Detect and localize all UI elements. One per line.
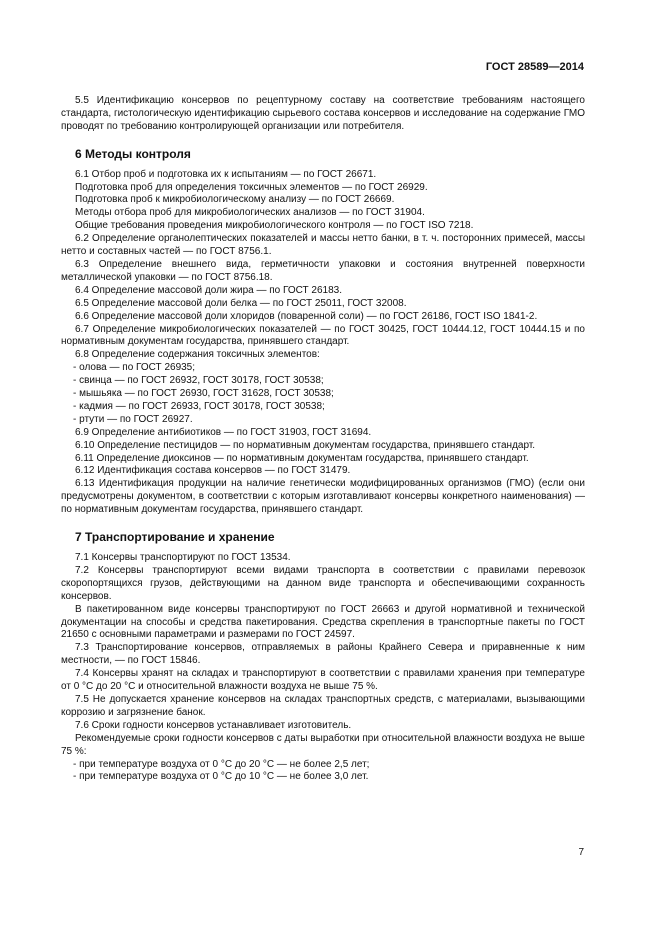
paragraph: 6.4 Определение массовой доли жира — по ГОСТ 26183. — [75, 284, 343, 296]
paragraph: Подготовка проб для определения токсичных элементов — по ГОСТ 26929. — [75, 181, 428, 193]
list-item: - мышьяка — по ГОСТ 26930, ГОСТ 31628, ГОСТ 30538; — [73, 388, 334, 400]
paragraph: 6.12 Идентификация состава консервов — по ГОСТ 31479. — [75, 465, 351, 477]
paragraph: 6.7 Определение микробиологических показателей — по ГОСТ 30425, ГОСТ 10444.12, ГОСТ 10444.15 и по нормативным документам государства, принявшего стандарт. — [61, 323, 585, 348]
list-item: - свинца — по ГОСТ 26932, ГОСТ 30178, ГОСТ 30538; — [73, 375, 324, 387]
paragraph: 7.1 Консервы транспортируют по ГОСТ 13534. — [75, 552, 291, 563]
paragraph: 6.2 Определение органолептических показателей и массы нетто банки, в т. ч. посторонних примесей, массы нетто и составных частей — по ГОСТ 8756.1. — [61, 233, 585, 258]
list-item: - при температуре воздуха от 0 °С до 20 °С — не более 2,5 лет; — [73, 758, 370, 770]
paragraph: 6.13 Идентификация продукции на наличие генетически модифицированных организмов (ГМО) (если они предусмотрены документом, в соответствии с которым изготавливают консервы конкретного наименования) — по нормативным документам государства, принявшего стандарт. — [61, 478, 585, 516]
page-number: 7 — [578, 847, 584, 858]
section-6-title: 6 Методы контроля — [75, 146, 191, 161]
paragraph: 6.10 Определение пестицидов — по нормативным документам государства, принявшего стандарт. — [75, 439, 536, 451]
paragraph: В пакетированном виде консервы транспортируют по ГОСТ 26663 и другой нормативной и технической документации на способы и средства пакетирования. Средства скрепления в транспортные пакеты по ГОСТ 21650 с основными параметрами и размерами по ГОСТ 24597. — [61, 603, 585, 641]
paragraph: 6.1 Отбор проб и подготовка их к испытаниям — по ГОСТ 26671. — [75, 168, 377, 180]
paragraph: 6.9 Определение антибиотиков — по ГОСТ 31903, ГОСТ 31694. — [75, 426, 372, 438]
list-item: - при температуре воздуха от 0 °С до 10 °С — не более 3,0 лет. — [73, 771, 369, 783]
paragraph: 6.8 Определение содержания токсичных элементов: — [75, 349, 320, 361]
list-item: - кадмия — по ГОСТ 26933, ГОСТ 30178, ГОСТ 30538; — [73, 400, 325, 412]
document-body — [61, 95, 585, 784]
paragraph: Общие требования проведения микробиологического контроля — по ГОСТ ISO 7218. — [75, 220, 474, 232]
paragraph: 7.6 Сроки годности консервов устанавливает изготовитель. — [75, 719, 352, 731]
paragraph: Подготовка проб к микробиологическому анализу — по ГОСТ 26669. — [75, 194, 395, 206]
paragraph: 7.5 Не допускается хранение консервов на складах транспортных средств, с материалами, вызывающими коррозию и загрязнение банок. — [61, 693, 585, 718]
paragraph: 6.3 Определение внешнего вида, герметичности упаковки и состояния внутренней поверхности металлической упаковки — по ГОСТ 8756.18. — [61, 258, 585, 283]
list-item: - ртути — по ГОСТ 26927. — [73, 413, 193, 425]
document-header: ГОСТ 28589—2014 — [485, 61, 584, 73]
paragraph: 7.3 Транспортирование консервов, отправляемых в районы Крайнего Севера и приравненные к ним местности, — по ГОСТ 15846. — [61, 642, 585, 667]
paragraph-5-5: 5.5 Идентификацию консервов по рецептурному составу на соответствие требованиям настоящего стандарта, гистологическую идентификацию сырьевого состава консервов и исследование на содержание ГМО проводят по требованию контролирующей организации или потребителя. — [61, 95, 585, 132]
paragraph: 6.11 Определение диоксинов — по нормативным документам государства, принявшего стандарт. — [75, 452, 529, 464]
paragraph: 6.5 Определение массовой доли белка — по ГОСТ 25011, ГОСТ 32008. — [75, 297, 407, 309]
paragraph: 7.4 Консервы хранят на складах и транспортируют в соответствии с правилами хранения при температуре от 0 °С до 20 °С и относительной влажности воздуха не выше 75 %. — [61, 668, 585, 693]
paragraph: Рекомендуемые сроки годности консервов с даты выработки при относительной влажности воздуха не выше 75 %: — [61, 732, 585, 757]
section-7-title: 7 Транспортирование и хранение — [75, 530, 275, 545]
list-item: - олова — по ГОСТ 26935; — [73, 362, 196, 374]
paragraph: 6.6 Определение массовой доли хлоридов (поваренной соли) — по ГОСТ 26186, ГОСТ ISO 1841-2. — [75, 310, 538, 322]
paragraph: 7.2 Консервы транспортируют всеми видами транспорта в соответствии с правилами перевозок скоропортящихся грузов, действующими на данном виде транспорта и обеспечивающими сохранность консервов. — [61, 564, 585, 602]
paragraph: Методы отбора проб для микробиологических анализов — по ГОСТ 31904. — [75, 207, 425, 219]
